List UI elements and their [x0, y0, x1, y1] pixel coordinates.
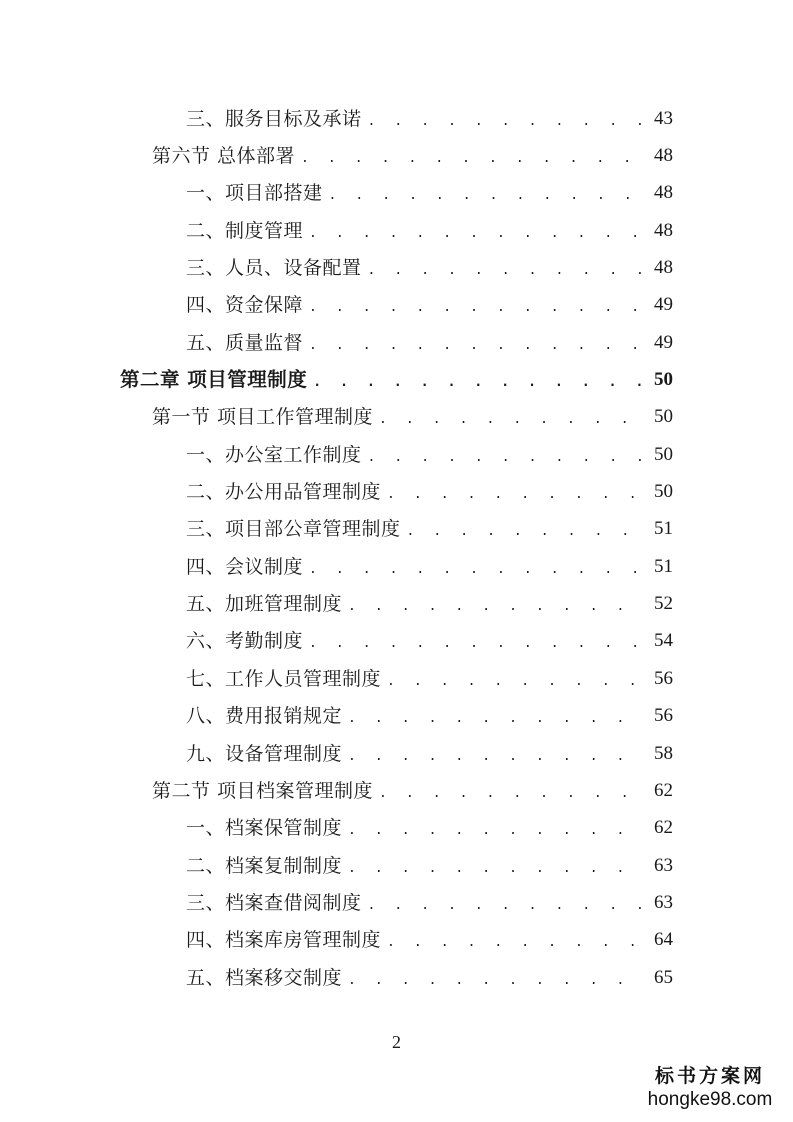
toc-entry-item[interactable] — [0, 175, 793, 212]
toc-entry-item[interactable] — [0, 922, 793, 959]
toc-entry-item[interactable] — [0, 100, 793, 137]
toc-entry-title: 五、档案移交制度 — [186, 966, 343, 989]
toc-entry-page: 51 — [654, 518, 673, 540]
toc-entry-item[interactable] — [0, 287, 793, 324]
toc-dot-leader — [407, 520, 645, 544]
toc-entry-title: 九、设备管理制度 — [186, 742, 343, 765]
toc-entry-item[interactable] — [0, 623, 793, 660]
toc-entry-item[interactable] — [0, 735, 793, 772]
toc-entry-item[interactable] — [0, 473, 793, 510]
toc-entry-page: 48 — [654, 182, 673, 204]
toc-entry-page: 62 — [654, 779, 673, 801]
table-of-contents — [0, 100, 793, 996]
toc-dot-leader — [313, 371, 645, 395]
toc-dot-leader — [348, 857, 645, 881]
toc-dot-leader — [387, 483, 645, 507]
toc-entry-page: 56 — [654, 667, 673, 689]
toc-entry-title: 第二章 项目管理制度 — [120, 368, 308, 392]
toc-entry-page: 50 — [654, 369, 673, 391]
toc-entry-item[interactable] — [0, 585, 793, 622]
toc-dot-leader — [348, 595, 645, 619]
toc-entry-title: 五、质量监督 — [186, 331, 304, 354]
toc-dot-leader — [301, 147, 645, 171]
toc-entry-title: 第二节 项目档案管理制度 — [152, 779, 374, 802]
toc-dot-leader — [309, 632, 645, 656]
toc-dot-leader — [348, 969, 645, 993]
toc-entry-title: 五、加班管理制度 — [186, 593, 343, 616]
toc-entry-page: 50 — [654, 481, 673, 503]
toc-entry-title: 一、办公室工作制度 — [186, 443, 362, 466]
toc-entry-page: 52 — [654, 593, 673, 615]
toc-dot-leader — [348, 819, 645, 843]
toc-dot-leader — [379, 782, 645, 806]
toc-entry-item[interactable] — [0, 511, 793, 548]
toc-entry-item[interactable] — [0, 212, 793, 249]
toc-entry-page: 48 — [654, 145, 673, 167]
toc-entry-item[interactable] — [0, 959, 793, 996]
toc-entry-title: 三、项目部公章管理制度 — [186, 518, 401, 541]
toc-entry-title: 二、办公用品管理制度 — [186, 481, 382, 504]
toc-entry-title: 二、档案复制制度 — [186, 854, 343, 877]
toc-dot-leader — [329, 184, 645, 208]
toc-dot-leader — [368, 110, 645, 134]
toc-entry-title: 二、制度管理 — [186, 219, 304, 242]
watermark-title: 标书方案网 — [654, 1065, 765, 1087]
toc-entry-page: 63 — [654, 854, 673, 876]
toc-entry-page: 64 — [654, 929, 673, 951]
toc-entry-title: 第一节 项目工作管理制度 — [152, 406, 374, 429]
toc-dot-leader — [368, 259, 645, 283]
toc-entry-page: 65 — [654, 966, 673, 988]
toc-entry-title: 一、项目部搭建 — [186, 182, 323, 205]
toc-entry-title: 八、费用报销规定 — [186, 705, 343, 728]
toc-entry-title: 第六节 总体部署 — [152, 145, 296, 168]
toc-entry-item[interactable] — [0, 548, 793, 585]
toc-entry-item[interactable] — [0, 810, 793, 847]
toc-entry-item[interactable] — [0, 324, 793, 361]
toc-dot-leader — [309, 296, 645, 320]
toc-entry-section[interactable] — [0, 772, 793, 809]
toc-entry-title: 四、会议制度 — [186, 555, 304, 578]
toc-entry-item[interactable] — [0, 249, 793, 286]
toc-entry-section[interactable] — [0, 399, 793, 436]
toc-dot-leader — [348, 707, 645, 731]
toc-entry-page: 48 — [654, 257, 673, 279]
toc-entry-title: 一、档案保管制度 — [186, 817, 343, 840]
toc-entry-chapter[interactable] — [0, 361, 793, 398]
toc-dot-leader — [309, 558, 645, 582]
page-number: 2 — [392, 1032, 401, 1052]
toc-dot-leader — [387, 931, 645, 955]
toc-entry-title: 六、考勤制度 — [186, 630, 304, 653]
toc-entry-title: 四、资金保障 — [186, 294, 304, 317]
toc-entry-title: 三、档案查借阅制度 — [186, 891, 362, 914]
toc-dot-leader — [368, 894, 645, 918]
watermark-logo — [635, 1064, 785, 1112]
toc-entry-page: 54 — [654, 630, 673, 652]
toc-entry-page: 50 — [654, 443, 673, 465]
toc-dot-leader — [348, 745, 645, 769]
toc-entry-page: 51 — [654, 555, 673, 577]
toc-entry-title: 三、服务目标及承诺 — [186, 107, 362, 130]
toc-entry-page: 58 — [654, 742, 673, 764]
toc-entry-section[interactable] — [0, 137, 793, 174]
toc-entry-page: 62 — [654, 817, 673, 839]
toc-entry-page: 50 — [654, 406, 673, 428]
toc-entry-item[interactable] — [0, 436, 793, 473]
toc-dot-leader — [387, 670, 645, 694]
toc-entry-page: 43 — [654, 107, 673, 129]
toc-dot-leader — [309, 222, 645, 246]
toc-entry-page: 56 — [654, 705, 673, 727]
toc-entry-item[interactable] — [0, 847, 793, 884]
toc-entry-item[interactable] — [0, 884, 793, 921]
toc-entry-page: 49 — [654, 331, 673, 353]
toc-entry-page: 48 — [654, 219, 673, 241]
toc-entry-page: 49 — [654, 294, 673, 316]
toc-entry-title: 三、人员、设备配置 — [186, 257, 362, 280]
toc-entry-title: 七、工作人员管理制度 — [186, 667, 382, 690]
toc-dot-leader — [379, 408, 645, 432]
toc-dot-leader — [309, 334, 645, 358]
toc-entry-page: 63 — [654, 891, 673, 913]
watermark-url: hongke98.com — [647, 1089, 773, 1110]
toc-entry-title: 四、档案库房管理制度 — [186, 929, 382, 952]
toc-entry-item[interactable] — [0, 660, 793, 697]
toc-dot-leader — [368, 446, 645, 470]
toc-entry-item[interactable] — [0, 698, 793, 735]
